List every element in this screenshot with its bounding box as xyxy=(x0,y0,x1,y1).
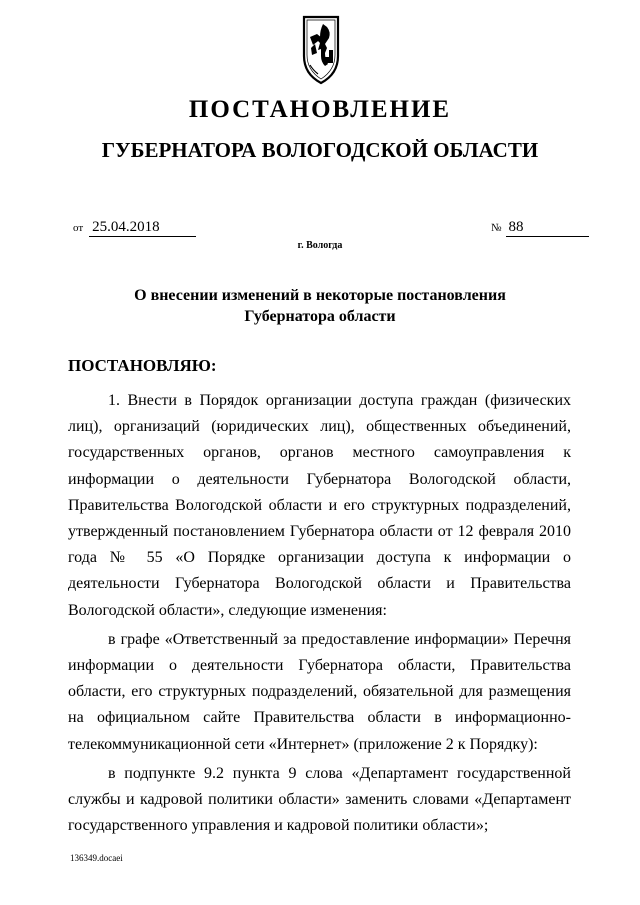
file-reference: 136349.docaei xyxy=(70,853,123,863)
document-title: ПОСТАНОВЛЕНИЕ xyxy=(188,96,452,123)
date-value: 25.04.2018 xyxy=(89,219,196,237)
body-paragraph-3: в подпункте 9.2 пункта 9 слова «Департамент государственной службы и кадровой политики области» заменить словами «Департамент государственного управления и кадровой политики области»; xyxy=(68,764,571,835)
coat-of-arms-icon xyxy=(301,8,341,86)
document-number xyxy=(491,219,589,237)
document-subtitle: ГУБЕРНАТОРА ВОЛОГОДСКОЙ ОБЛАСТИ xyxy=(101,138,539,162)
body-paragraph-1: 1. Внести в Порядок организации доступа граждан (физических лиц), организаций (юридических лиц), общественных объединений, государственных органов, органов местного самоуправления к информации о деятельности Губернатора Вологодской области, Правительства Вологодской области и его структурных подразделений, утвержденный постановлением Губернатора области от 12 февраля 2010 года № 55 «О Порядке организации доступа к информации о деятельности Губернатора Вологодской области и Правительства Вологодской области», следующие изменения: xyxy=(68,392,571,619)
body-paragraph-2: в графе «Ответственный за предоставление информации» Перечня информации о деятельности Губернатора области, Правительства области, его структурных подразделений, обязательной для размещения на официальном сайте Правительства области в информационно-телекоммуникационной сети «Интернет» (приложение 2 к Порядку): xyxy=(68,630,571,753)
number-prefix: № xyxy=(491,222,502,234)
date-prefix: от xyxy=(73,222,84,234)
subject-line-2: Губернатора области xyxy=(244,308,396,325)
document-body xyxy=(68,388,571,839)
document-subject xyxy=(0,285,640,327)
number-value: 88 xyxy=(506,219,589,237)
document-date xyxy=(73,219,196,237)
subject-line-1: О внесении изменений в некоторые постановления xyxy=(134,287,506,304)
decree-heading: ПОСТАНОВЛЯЮ: xyxy=(68,356,217,375)
city-name: г. Вологда xyxy=(297,240,343,251)
